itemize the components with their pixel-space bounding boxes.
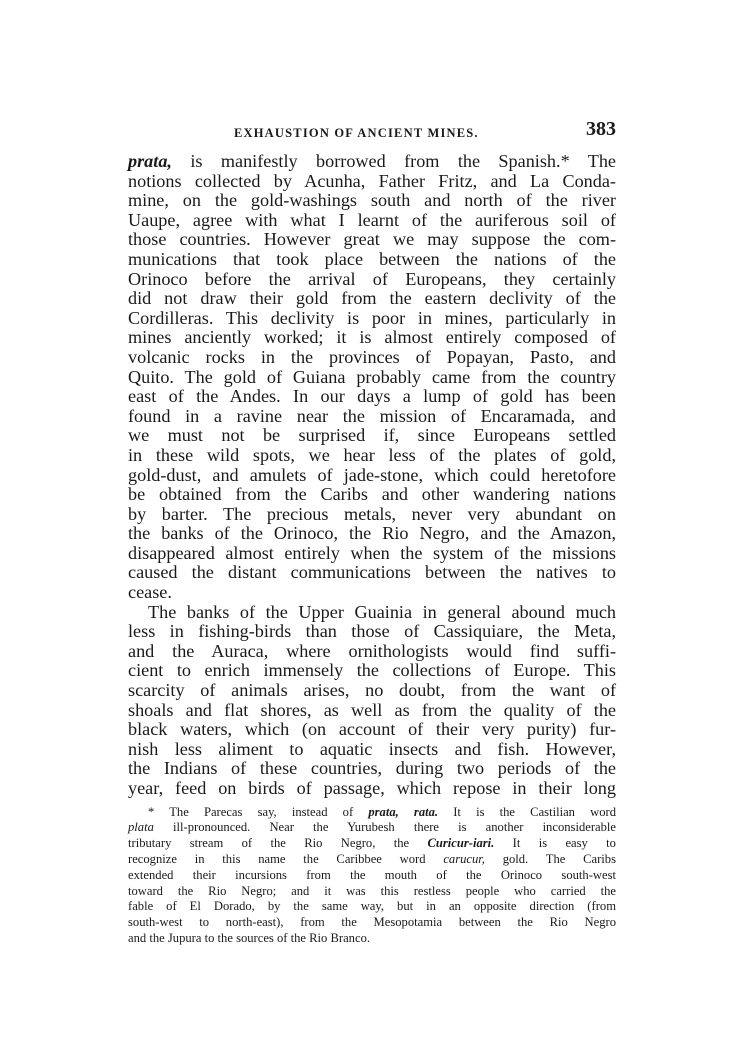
text-line: found in a ravine near the mission of Encaramada, and <box>128 405 616 426</box>
text-line: disappeared almost entirely when the system of the missions <box>128 542 616 563</box>
footnote <box>128 805 616 947</box>
paragraph-2 <box>128 603 616 799</box>
italic-word: Curicur-iari. <box>427 836 495 851</box>
text-line: black waters, which (on account of their very purity) fur- <box>128 719 616 740</box>
text-line: volcanic rocks in the provinces of Popayan, Pasto, and <box>128 346 616 367</box>
text-line: mines anciently worked; it is almost entirely composed of <box>128 327 616 348</box>
text-line: we must not be surprised if, since Europeans settled <box>128 425 616 446</box>
text-line: mine, on the gold-washings south and north of the river <box>128 190 616 211</box>
text-line: in these wild spots, we hear less of the plates of gold, <box>128 444 616 465</box>
text-run: tributary stream of the Rio Negro, the <box>128 836 428 851</box>
footnote-line <box>128 820 616 836</box>
text-line: did not draw their gold from the eastern declivity of the <box>128 288 616 309</box>
text-line <box>128 152 616 172</box>
text-line: the banks of the Orinoco, the Rio Negro, and the Amazon, <box>128 523 616 544</box>
text-run: It is easy to <box>494 836 616 851</box>
text-line: munications that took place between the nations of the <box>128 248 616 269</box>
page-number: 383 <box>586 118 616 140</box>
paragraph-1 <box>128 152 616 603</box>
text-run: is manifestly borrowed from the Spanish.* The <box>171 151 616 171</box>
italic-word: carucur, <box>443 851 485 866</box>
text-line: Uaupe, agree with what I learnt of the auriferous soil of <box>128 209 616 230</box>
footnote-line: fable of El Dorado, by the same way, but in an opposite direction (from <box>128 899 616 914</box>
text-line: those countries. However great we may suppose the com- <box>128 229 616 250</box>
text-run: ill-pronounced. Near the Yurubesh there is another inconsiderable <box>153 820 616 835</box>
running-head <box>128 118 616 152</box>
footnote-line <box>128 836 616 852</box>
text-line: nish less aliment to aquatic insects and fish. However, <box>128 738 616 759</box>
italic-word: prata, rata. <box>368 804 439 819</box>
italic-word: plata <box>128 820 154 835</box>
text-line: cient to enrich immensely the collections of Europe. This <box>128 660 616 681</box>
text-line: gold-dust, and amulets of jade-stone, which could heretofore <box>128 464 616 485</box>
text-line: less in fishing-birds than those of Cassiquiare, the Meta, <box>128 621 616 642</box>
text-line: scarcity of animals arises, no doubt, from the want of <box>128 680 616 701</box>
text-line: The banks of the Upper Guainia in general abound much <box>148 601 616 622</box>
text-line: Quito. The gold of Guiana probably came from the country <box>128 366 616 387</box>
text-line: caused the distant communications between the natives to <box>128 562 616 583</box>
book-page <box>128 118 616 947</box>
text-line: and the Auraca, where ornithologists would find suffi- <box>128 640 616 661</box>
text-line: the Indians of these countries, during two periods of the <box>128 758 616 779</box>
footnote-line <box>128 805 616 821</box>
text-run: recognize in this name the Caribbee word <box>128 851 444 866</box>
text-run: It is the Castilian word <box>438 804 616 819</box>
italic-word: prata, <box>128 151 172 171</box>
footnote-line <box>128 852 616 868</box>
footnote-line: extended their incursions from the mouth of the Orinoco south-west <box>128 867 616 882</box>
text-run: * The Parecas say, instead of <box>148 804 369 819</box>
text-line: notions collected by Acunha, Father Fritz, and La Conda- <box>128 170 616 191</box>
text-line: Orinoco before the arrival of Europeans, they certainly <box>128 268 616 289</box>
text-run: gold. The Caribs <box>484 851 617 866</box>
text-line: east of the Andes. In our days a lump of gold has been <box>128 386 616 407</box>
text-line: Cordilleras. This declivity is poor in mines, particularly in <box>128 307 616 328</box>
text-line: shoals and flat shores, as well as from the quality of the <box>128 699 616 720</box>
text-line: year, feed on birds of passage, which repose in their long <box>128 778 616 798</box>
text-line: be obtained from the Caribs and other wandering nations <box>128 484 616 505</box>
running-title: EXHAUSTION OF ANCIENT MINES. <box>234 126 479 140</box>
footnote-line: toward the Rio Negro; and it was this restless people who carried the <box>128 883 616 898</box>
text-line: cease. <box>128 582 172 603</box>
footnote-line: south-west to north-east), from the Mesopotamia between the Rio Negro <box>128 915 616 930</box>
footnote-line: and the Jupura to the sources of the Rio Branco. <box>128 930 371 945</box>
text-line: by barter. The precious metals, never very abundant on <box>128 503 616 524</box>
